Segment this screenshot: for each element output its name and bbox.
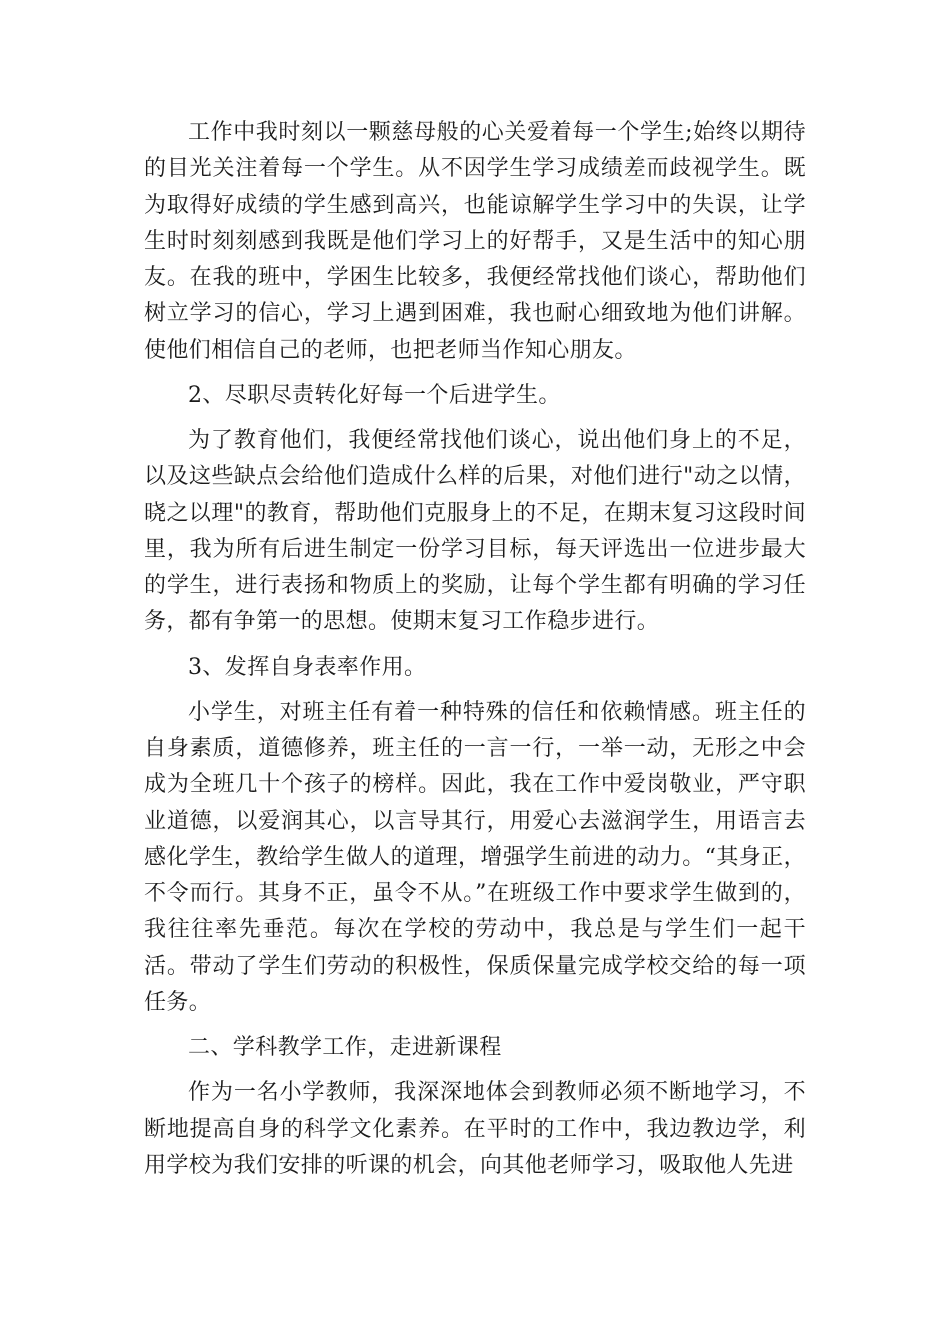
heading-subject-teaching: 二、学科教学工作，走进新课程 [188, 1035, 502, 1061]
heading-role-model: 3、发挥自身表率作用。 [188, 654, 427, 680]
document-body [144, 115, 806, 1193]
paragraph-educate-students: 为了教育他们，我便经常找他们谈心，说出他们身上的不足，以及这些缺点会给他们造成什么样的后果，对他们进行"动之以情，晓之以理"的教育，帮助他们克服身上的不足，在期末复习这段时间里，我为所有后进生制定一份学习目标，每天评选出一位进步最大的学生，进行表扬和物质上的奖励，让每个学生都有明确的学习任务，都有争第一的思想。使期末复习工作稳步进行。 [144, 427, 806, 635]
paragraph-role-model: 小学生，对班主任有着一种特殊的信任和依赖情感。班主任的自身素质，道德修养，班主任的一言一行，一举一动，无形之中会成为全班几十个孩子的榜样。因此，我在工作中爱岗敬业，严守职业道德，以爱润其心，以言导其行，用爱心去滋润学生，用语言去感化学生，教给学生做人的道理，增强学生前进的动力。“其身正，不令而行。其身不正，虽令不从。”在班级工作中要求学生做到的，我往往率先垂范。每次在学校的劳动中，我总是与学生们一起干活。带动了学生们劳动的积极性，保质保量完成学校交给的每一项任务。 [144, 699, 806, 1016]
paragraph-care-for-students: 工作中我时刻以一颗慈母般的心关爱着每一个学生;始终以期待的目光关注着每一个学生。从不因学生学习成绩差而歧视学生。既为取得好成绩的学生感到高兴，也能谅解学生学习中的失误，让学生时时刻刻感到我既是他们学习上的好帮手，又是生活中的知心朋友。在我的班中，学困生比较多，我便经常找他们谈心，帮助他们树立学习的信心，学习上遇到困难，我也耐心细致地为他们讲解。使他们相信自己的老师，也把老师当作知心朋友。 [144, 120, 806, 363]
paragraph-subject-teaching: 作为一名小学教师，我深深地体会到教师必须不断地学习，不断地提高自身的科学文化素养。在平时的工作中，我边教边学，利用学校为我们安排的听课的机会，向其他老师学习，吸取他人先进 [144, 1080, 806, 1178]
heading-transform-students: 2、尽职尽责转化好每一个后进学生。 [188, 382, 561, 408]
